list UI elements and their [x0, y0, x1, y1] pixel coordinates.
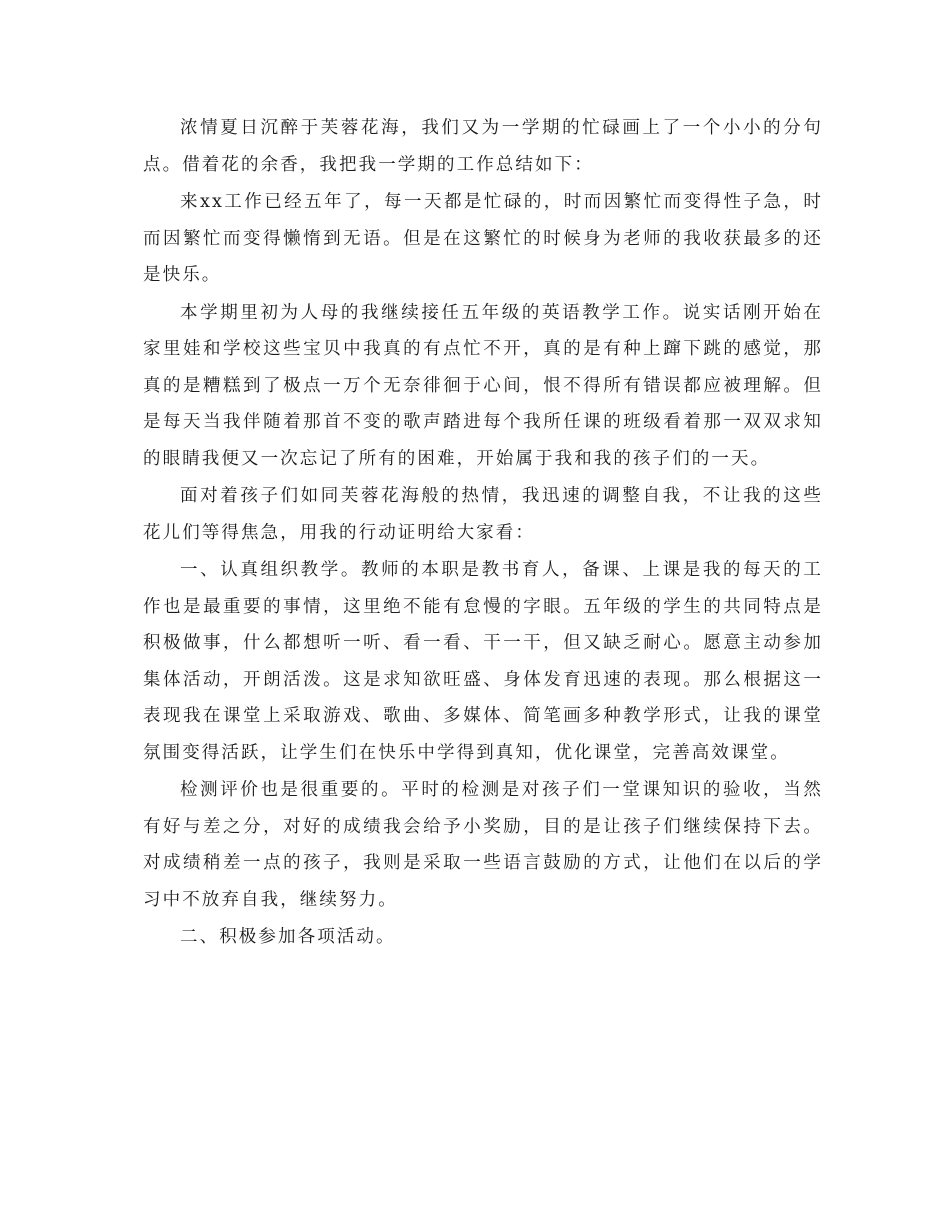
paragraph-intro: 浓情夏日沉醉于芙蓉花海，我们又为一学期的忙碌画上了一个小小的分句点。借着花的余香，我把我一学期的工作总结如下：	[143, 118, 823, 175]
paragraph-new-mother: 本学期里初为人母的我继续接任五年级的英语教学工作。说实话刚开始在家里娃和学校这些宝贝中我真的有点忙不开，真的是有种上蹿下跳的感觉，那真的是糟糕到了极点一万个无奈徘徊于心间，恨不得所有错误都应被理解。但是每天当我伴随着那首不变的歌声踏进每个我所任课的班级看着那一双双求知的眼睛我便又一次忘记了所有的困难，开始属于我和我的孩子们的一天。	[143, 302, 823, 469]
paragraph-assessment: 检测评价也是很重要的。平时的检测是对孩子们一堂课知识的验收，当然有好与差之分，对好的成绩我会给予小奖励，目的是让孩子们继续保持下去。对成绩稍差一点的孩子，我则是采取一些语言鼓励的方式，让他们在以后的学习中不放弃自我，继续努力。	[143, 780, 823, 910]
document-body	[143, 110, 823, 957]
paragraph-five-years: 来xx工作已经五年了，每一天都是忙碌的，时而因繁忙而变得性子急，时而因繁忙而变得懒惰到无语。但是在这繁忙的时候身为老师的我收获最多的还是快乐。	[143, 192, 823, 285]
paragraph-organize-teaching: 一、认真组织教学。教师的本职是教书育人，备课、上课是我的每天的工作也是最重要的事情，这里绝不能有怠慢的字眼。五年级的学生的共同特点是积极做事，什么都想听一听、看一看、干一干，但又缺乏耐心。愿意主动参加集体活动，开朗活泼。这是求知欲旺盛、身体发育迅速的表现。那么根据这一表现我在课堂上采取游戏、歌曲、多媒体、简笔画多种教学形式，让我的课堂氛围变得活跃，让学生们在快乐中学得到真知，优化课堂，完善高效课堂。	[143, 560, 823, 763]
paragraph-adjust-self: 面对着孩子们如同芙蓉花海般的热情，我迅速的调整自我，不让我的这些花儿们等得焦急，用我的行动证明给大家看：	[143, 486, 823, 543]
paragraph-activities-heading: 二、积极参加各项活动。	[180, 927, 396, 947]
